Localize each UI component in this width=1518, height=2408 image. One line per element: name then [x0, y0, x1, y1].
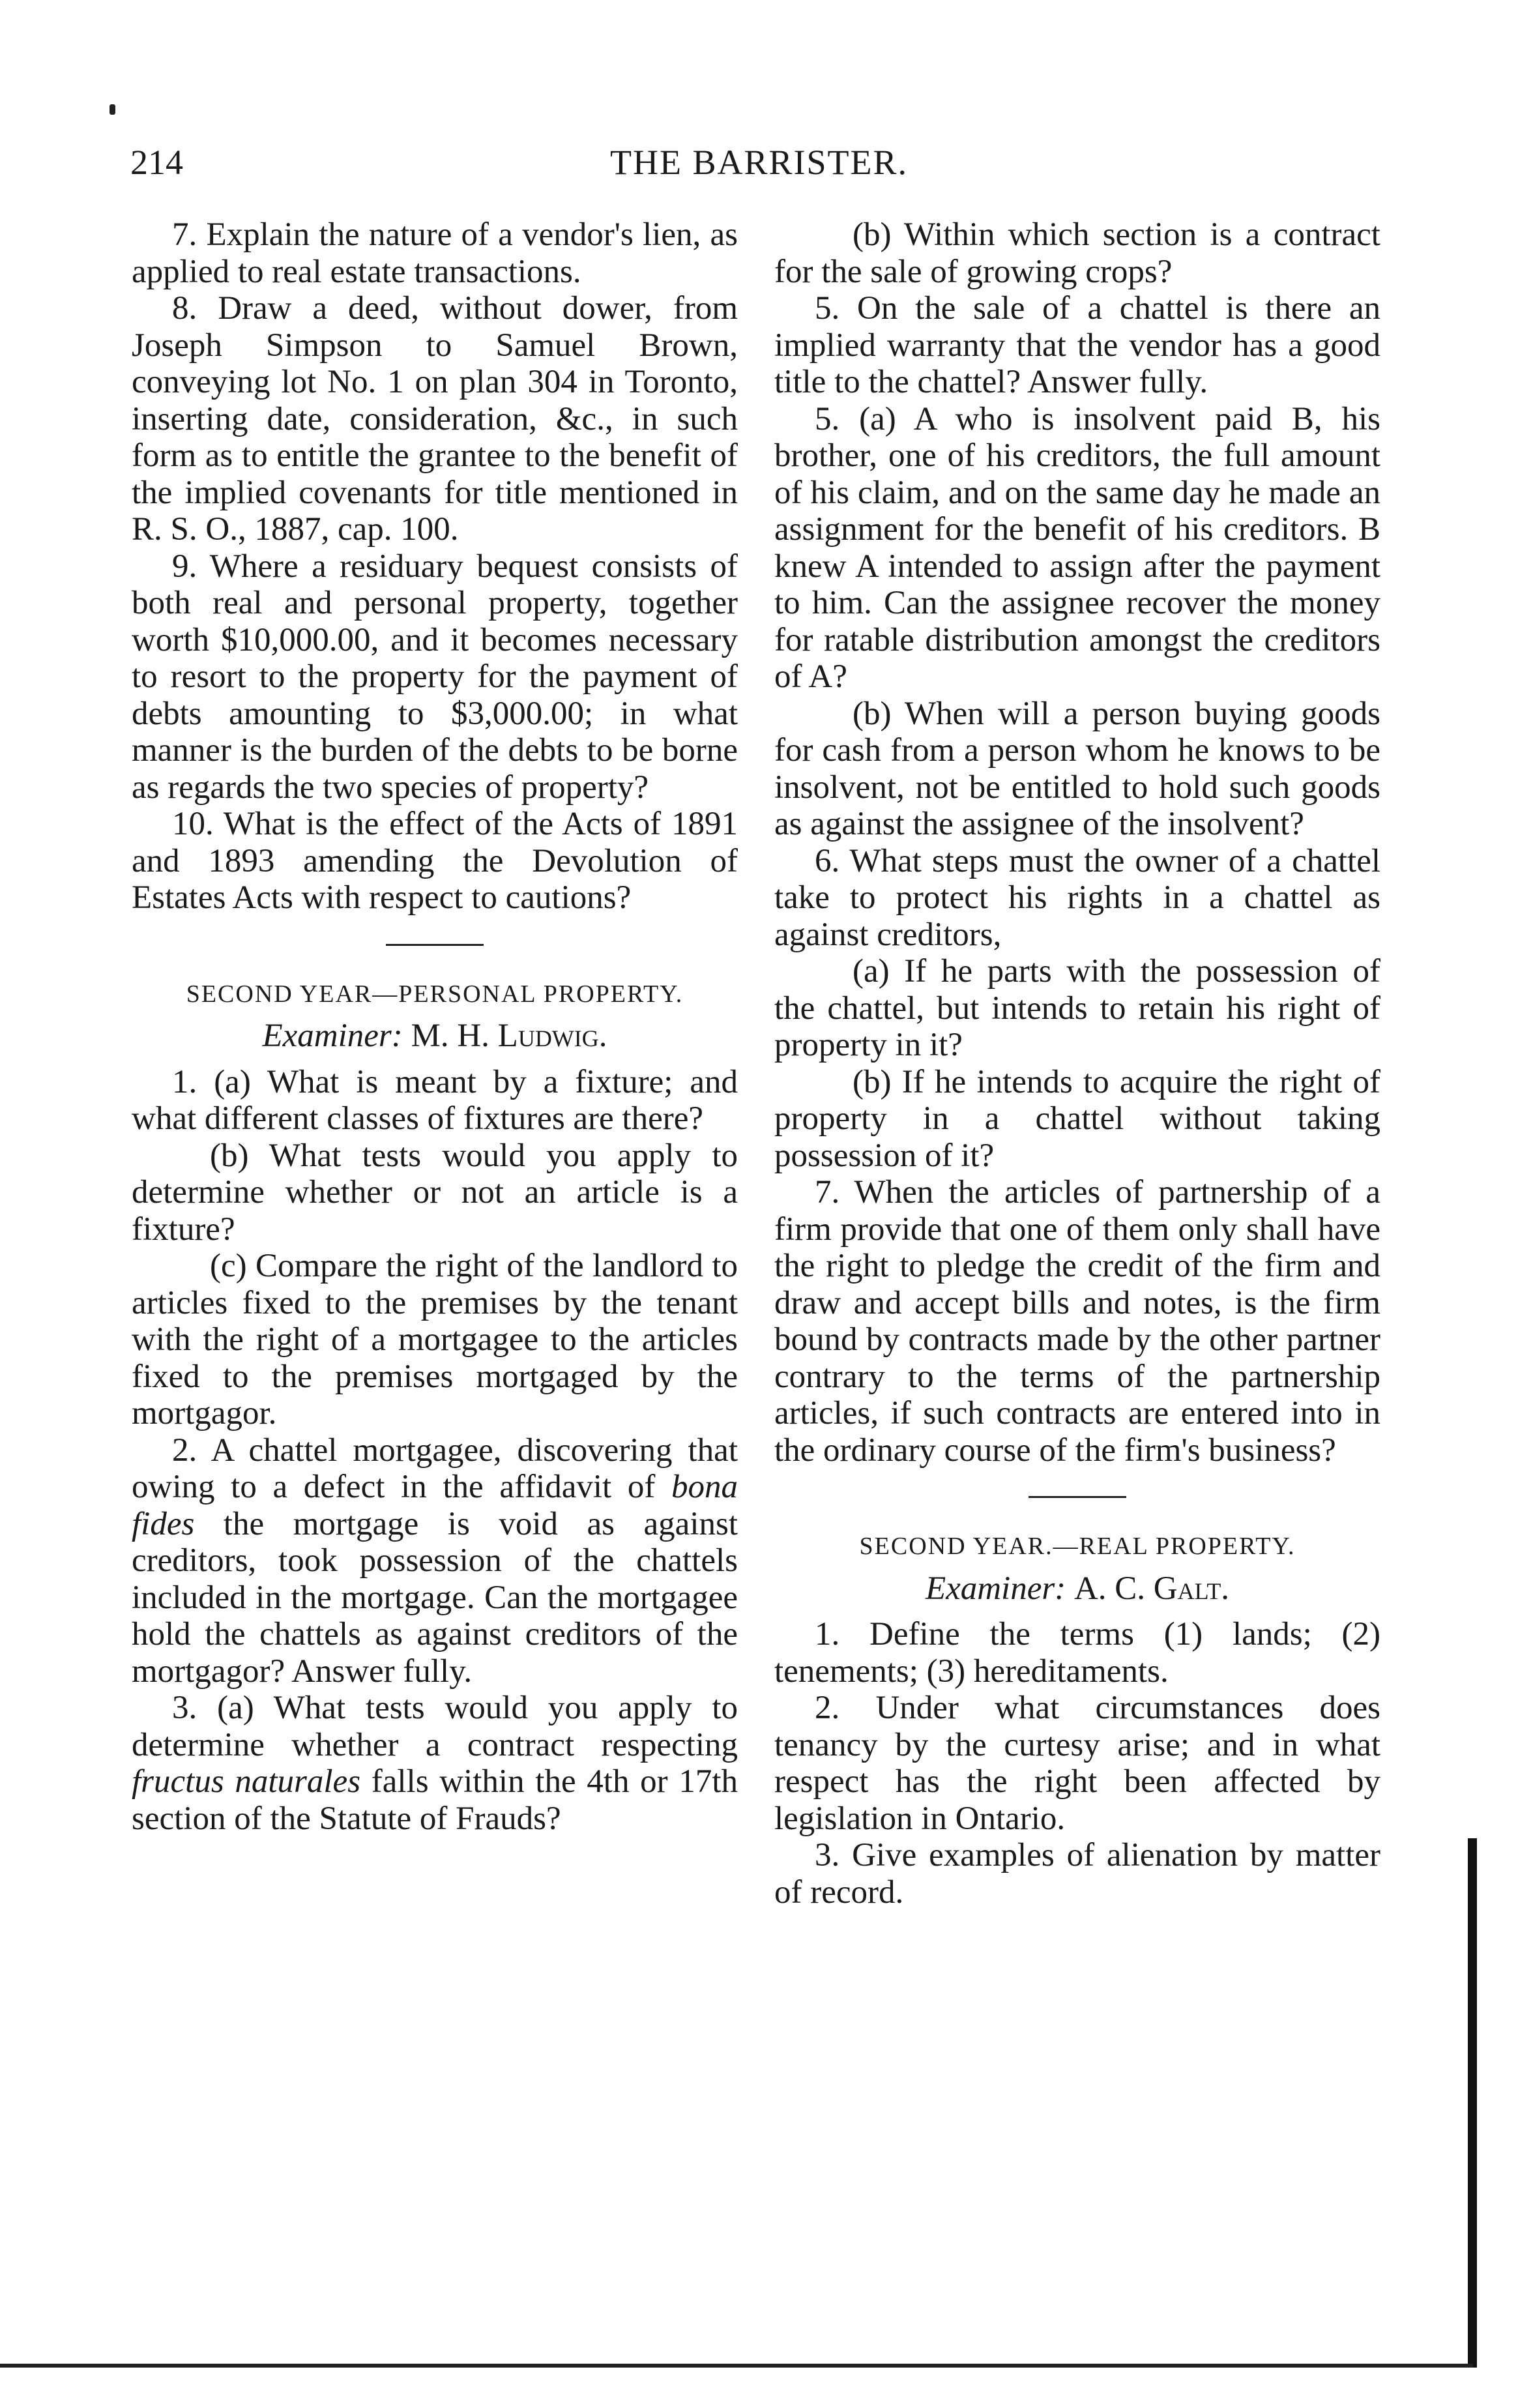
part-marker: (b) [210, 1137, 249, 1174]
question-5b [774, 696, 1380, 843]
question-7: 7. Explain the nature of a vendor's lien, as applied to real estate transactions. [132, 216, 738, 290]
scan-bottom-edge [0, 2364, 1473, 2368]
question-text: When will a person buying goods for cash from a person whom he knows to be insolvent, not be entitled to hold such goods as against the assignee of the insolvent? [774, 695, 1380, 842]
question-text: What tests would you apply to determine whether or not an article is a fixture? [132, 1137, 738, 1248]
question-4: 5. On the sale of a chattel is there an implied warranty that the vendor has a good title to the chattel? Answer fully. [774, 290, 1380, 400]
question-text: What tests would you apply to determine whether a contract respecting [132, 1690, 738, 1763]
question-2 [132, 1432, 738, 1690]
question-1c [132, 1248, 738, 1432]
real-property-question-2: 2. Under what circumstances does tenancy by the curtesy arise; and in what respect has the right been affected by legislation in Ontario. [774, 1690, 1380, 1837]
examiner-line [132, 1018, 738, 1055]
section-divider [386, 944, 484, 946]
question-10: 10. What is the effect of the Acts of 1891 and 1893 amending the Devolution of Estates Acts with respect to cautions? [132, 806, 738, 916]
page-number: 214 [130, 143, 183, 182]
section-divider [1029, 1496, 1126, 1498]
question-text: A who is insolvent paid B, his brother, one of his creditors, the full amount of his claim, and on the same day he made an assignment for the benefit of his creditors. B knew A intended to assign after the payment to him. Can the assignee recover the money for ratable distribution amongst the creditors of A? [774, 400, 1380, 695]
italic-term: bona fides [132, 1469, 738, 1542]
question-6b [774, 1064, 1380, 1175]
part-marker: (a) [214, 1063, 251, 1100]
question-7-partnership: 7. When the articles of partnership of a firm provide that one of them only shall have the right to pledge the credit of the firm and draw and accept bills and notes, is the firm bound by contracts made by the other partner contrary to the terms of the partnership articles, if such contracts are entered into in the ordinary course of the firm's business? [774, 1174, 1380, 1469]
part-marker: (b) [853, 216, 892, 253]
question-3b [774, 216, 1380, 290]
part-marker: (a) [217, 1690, 254, 1726]
question-text: falls within the 4th or 17th section of the Statute of Frauds? [132, 1763, 738, 1837]
question-number: 1. [172, 1063, 197, 1100]
question-text: If he intends to acquire the right of property in a chattel without taking possession of it? [774, 1063, 1380, 1174]
part-marker: (a) [853, 953, 890, 990]
question-6a [774, 953, 1380, 1064]
italic-term: fructus naturales [132, 1763, 361, 1800]
question-text: 2. A chattel mortgagee, discovering that owing to a defect in the affidavit of [132, 1432, 738, 1505]
part-marker: (a) [859, 400, 896, 437]
question-5a [774, 401, 1380, 696]
examiner-line [774, 1570, 1380, 1608]
left-column [132, 216, 738, 1837]
question-8: 8. Draw a deed, without dower, from Joseph Simpson to Samuel Brown, conveying lot No. 1 on plan 304 in Toronto, inserting date, consideration, &c., in such form as to entitle the grantee to the benefit of the implied covenants for title mentioned in R. S. O., 1887, cap. 100. [132, 290, 738, 548]
right-column [774, 216, 1380, 1911]
question-1b [132, 1138, 738, 1248]
examiner-name: A. C. Galt. [1073, 1570, 1230, 1607]
question-1a [132, 1064, 738, 1138]
question-text: Compare the right of the landlord to articles fixed to the premises by the tenant with the right of a mortgagee to the articles fixed to the premises mortgaged by the mortgagor. [132, 1248, 738, 1432]
question-number: 5. [815, 400, 840, 437]
part-marker: (b) [853, 1063, 892, 1100]
question-number: 3. [172, 1690, 197, 1726]
ink-speck [109, 104, 115, 115]
part-marker: (c) [210, 1248, 247, 1284]
section-heading-personal-property: SECOND YEAR—PERSONAL PROPERTY. [186, 980, 684, 1008]
question-text: the mortgage is void as against creditors, took possession of the chattels included in the mortgage. Can the mortgagee hold the chattels as against creditors of the mortgagor? Answer fully. [132, 1505, 738, 1690]
question-9: 9. Where a residuary bequest consists of both real and personal property, together worth $10,000.00, and it becomes necessary to resort to the property for the payment of debts amounting to $3,000.00; in what manner is the burden of the debts to be borne as regards the two species of property? [132, 548, 738, 806]
question-text: Within which section is a contract for the sale of growing crops? [774, 216, 1380, 290]
real-property-question-3: 3. Give examples of alienation by matter of record. [774, 1837, 1380, 1911]
page-header [0, 142, 1518, 194]
question-3a [132, 1690, 738, 1837]
examiner-name: M. H. Ludwig. [411, 1018, 607, 1054]
part-marker: (b) [853, 695, 892, 732]
examiner-label: Examiner: [925, 1570, 1066, 1607]
question-6: 6. What steps must the owner of a chattel take to protect his rights in a chattel as against creditors, [774, 842, 1380, 953]
real-property-question-1: 1. Define the terms (1) lands; (2) tenements; (3) hereditaments. [774, 1616, 1380, 1690]
section-heading-real-property: SECOND YEAR.—REAL PROPERTY. [859, 1533, 1296, 1560]
question-text: What is meant by a fixture; and what different classes of fixtures are there? [132, 1063, 738, 1137]
question-text: If he parts with the possession of the chattel, but intends to retain his right of property in it? [774, 953, 1380, 1063]
scan-edge-shadow [1468, 1838, 1477, 2368]
examiner-label: Examiner: [262, 1018, 403, 1054]
running-title: THE BARRISTER. [609, 143, 909, 182]
